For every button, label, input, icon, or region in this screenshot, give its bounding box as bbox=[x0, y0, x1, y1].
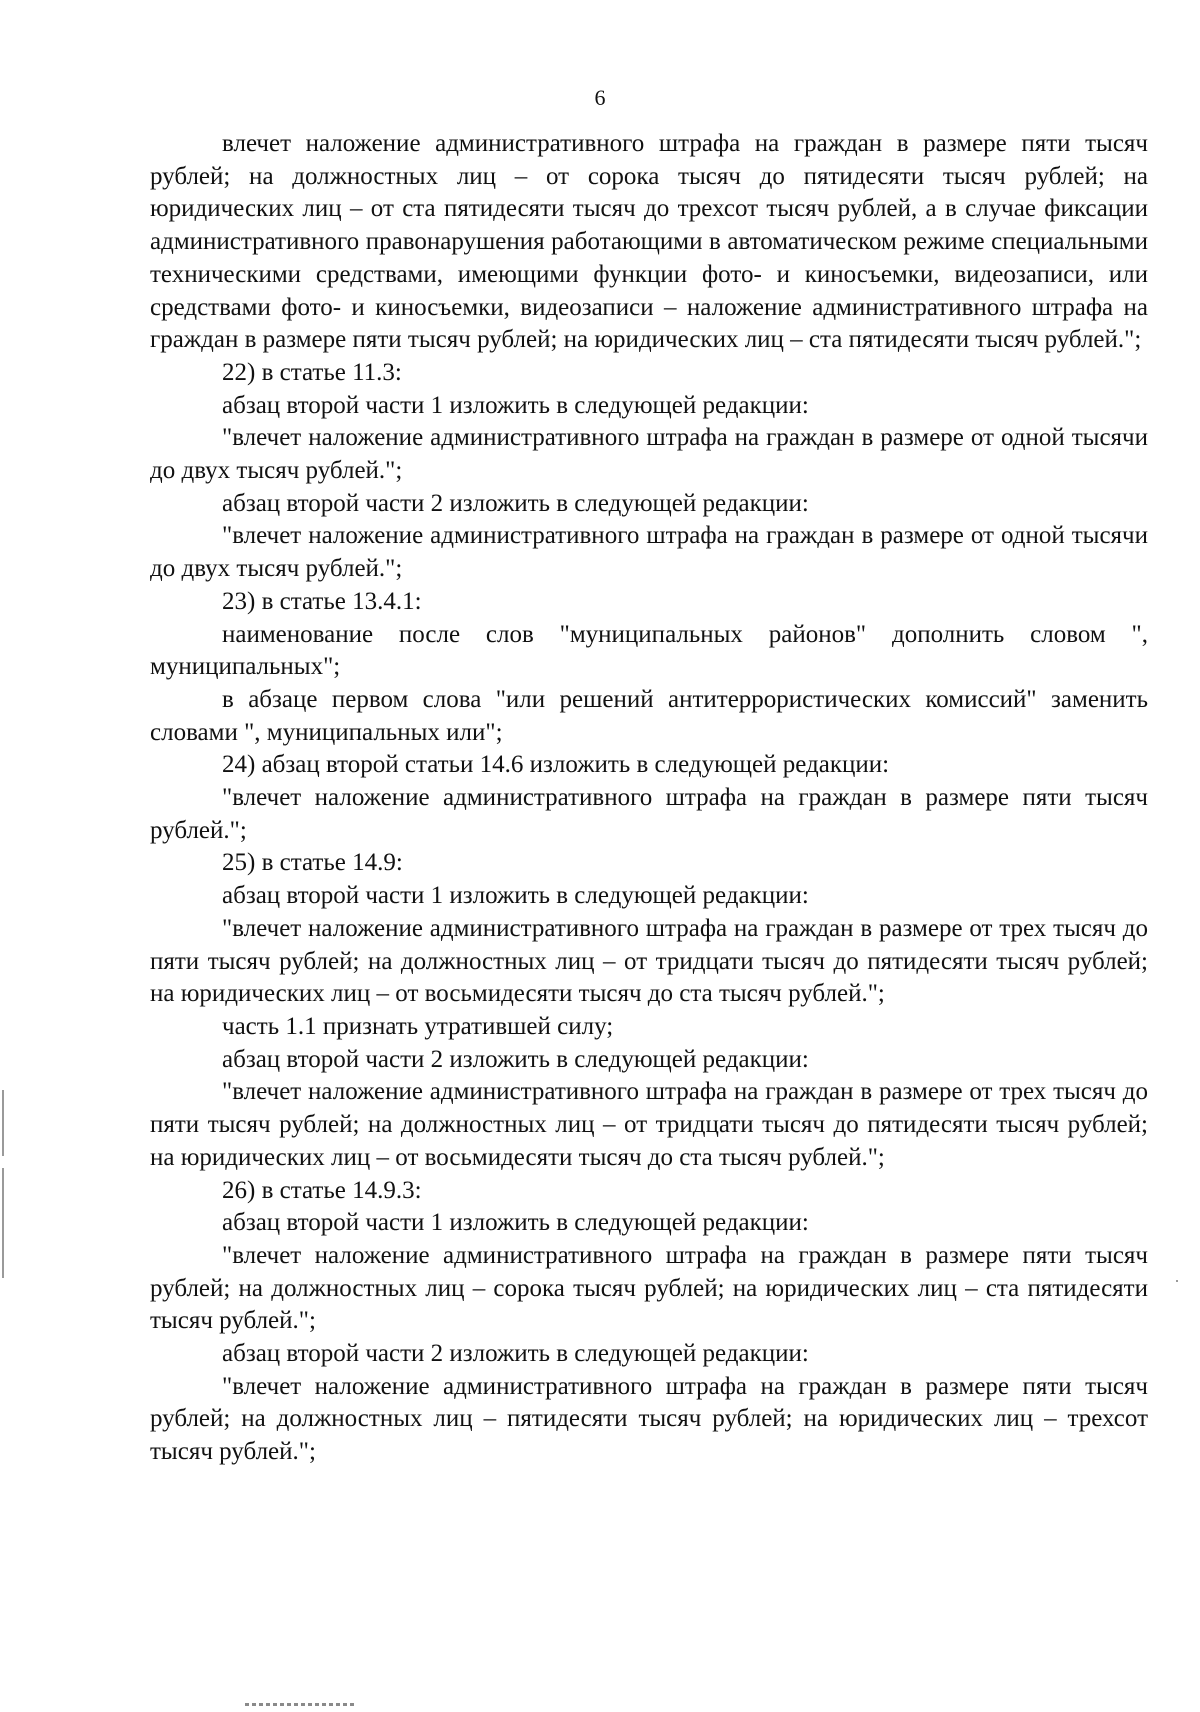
paragraph-22: "влечет наложение административного штрафа на граждан в размере пяти тысяч рублей; на должностных лиц – пятидесяти тысяч рублей; на юридических лиц – трехсот тысяч рублей."; bbox=[150, 1372, 1148, 1466]
paragraph-11: "влечет наложение административного штрафа на граждан в размере пяти тысяч рублей."; bbox=[150, 784, 1148, 844]
paragraph-15: часть 1.1 признать утратившей силу; bbox=[222, 1012, 614, 1040]
scan-edge-mark bbox=[2, 1168, 4, 1278]
paragraph-19: абзац второй части 1 изложить в следующей редакции: bbox=[222, 1209, 809, 1237]
paragraph-14: "влечет наложение административного штрафа на граждан в размере от трех тысяч до пяти тысяч рублей; на должностных лиц – от тридцати тысяч до пятидесяти тысяч рублей; на юридических лиц – от восьмидесяти тысяч до ста тысяч рублей."; bbox=[150, 914, 1148, 1008]
scan-dot bbox=[1176, 1280, 1178, 1282]
paragraph-2: 22) в статье 11.3: bbox=[222, 358, 402, 386]
paragraph-13: абзац второй части 1 изложить в следующей редакции: bbox=[222, 882, 809, 910]
paragraph-5: абзац второй части 2 изложить в следующей редакции: bbox=[222, 489, 809, 517]
paragraph-6: "влечет наложение административного штрафа на граждан в размере от одной тысячи до двух тысяч рублей."; bbox=[150, 522, 1148, 583]
paragraph-7: 23) в статье 13.4.1: bbox=[222, 587, 422, 615]
paragraph-12: 25) в статье 14.9: bbox=[222, 849, 403, 877]
scan-edge-mark bbox=[2, 1090, 4, 1156]
paragraph-17: "влечет наложение административного штрафа на граждан в размере от трех тысяч до пяти тысяч рублей; на должностных лиц – от тридцати тысяч до пятидесяти тысяч рублей; на юридических лиц – от восьмидесяти тысяч до ста тысяч рублей."; bbox=[150, 1078, 1148, 1171]
paragraph-1: влечет наложение административного штрафа на граждан в размере пяти тысяч рублей; на должностных лиц – от сорока тысяч до пятидесяти тысяч рублей; на юридических лиц – от ста пятидесяти тысяч до трехсот тысяч рублей, а в случае фиксации административного правонарушения работающими в автоматическом режиме специальными техническими средствами, имеющими функции фото- и киносъемки, видеозаписи, или средствами фото- и киносъемки, видеозаписи – наложение административного штрафа на граждан в размере пяти тысяч рублей; на юридических лиц – ста пятидесяти тысяч рублей."; bbox=[150, 130, 1148, 354]
paragraph-16: абзац второй части 2 изложить в следующей редакции: bbox=[222, 1045, 809, 1073]
scan-bottom-mark bbox=[245, 1703, 355, 1706]
paragraph-18: 26) в статье 14.9.3: bbox=[222, 1176, 422, 1204]
paragraph-21: абзац второй части 2 изложить в следующей редакции: bbox=[222, 1340, 809, 1368]
paragraph-8: наименование после слов "муниципальных районов" дополнить словом ", муниципальных"; bbox=[150, 620, 1148, 681]
document-body bbox=[150, 128, 1148, 1469]
page-number: 6 bbox=[594, 85, 606, 110]
paragraph-10: 24) абзац второй статьи 14.6 изложить в следующей редакции: bbox=[222, 751, 890, 779]
paragraph-3: абзац второй части 1 изложить в следующей редакции: bbox=[222, 391, 809, 419]
paragraph-20: "влечет наложение административного штрафа на граждан в размере пяти тысяч рублей; на должностных лиц – сорока тысяч рублей; на юридических лиц – ста пятидесяти тысяч рублей."; bbox=[150, 1241, 1148, 1335]
paragraph-4: "влечет наложение административного штрафа на граждан в размере от одной тысячи до двух тысяч рублей."; bbox=[150, 424, 1148, 485]
paragraph-9: в абзаце первом слова "или решений антитеррористических комиссий" заменить словами ", муниципальных или"; bbox=[150, 685, 1148, 746]
